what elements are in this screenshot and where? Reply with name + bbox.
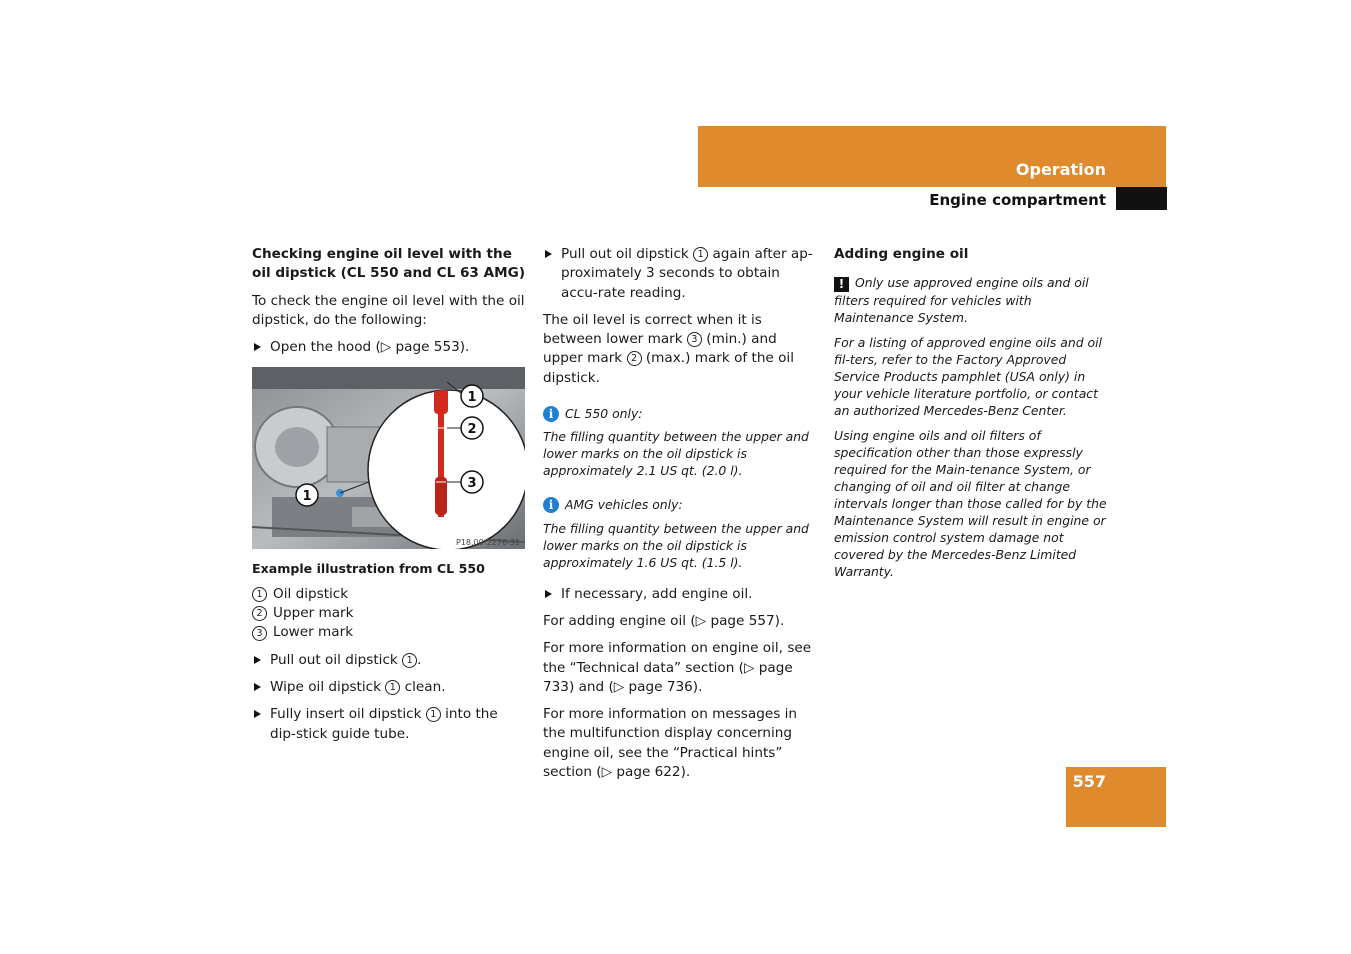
warning-listing: For a listing of approved engine oils and oil fil-ters, refer to the Factory Approved Service Products pamphlet (USA only) in your vehicle literature portfolio, or contact an authorized Mercedes-Benz Center. [834,335,1102,419]
legend-item-1 [252,585,528,604]
oil-level-text: The oil level is correct when it is between lower mark 3 (min.) and upper mark 2 (max.) mark of the oil dipstick. [543,311,794,386]
warning-warranty: Using engine oils and oil filters of specification other than those expressly required for the Main-tenance System, or changing of oil and oil filter at change intervals longer than those called for by the Maintenance System will result in engine or emission control system damage not covered by the Mercedes-Benz Limited Warranty. [834,428,1107,580]
legend-number: 1 [252,587,267,602]
figure-code: P18.00-2276-31 [455,538,520,548]
bullet-arrow-icon [254,343,261,351]
legend-number: 3 [252,626,267,641]
step-text: Open the hood (▷ page 553). [270,339,470,356]
legend-label: Oil dipstick [273,585,349,602]
legend-label: Upper mark [273,605,354,622]
engine-dipstick-figure [252,367,525,549]
step-add-oil: If necessary, add engine oil. [543,585,817,604]
step-wipe-dipstick: Wipe oil dipstick 1 clean. [252,678,528,697]
step-pull-again: Pull out oil dipstick 1 again after ap-proximately 3 seconds to obtain accu-rate reading. [543,245,817,303]
adding-oil-ref: For adding engine oil (▷ page 557). [543,612,785,629]
ref-number: 2 [627,351,642,366]
callout-2 [461,417,483,439]
magnifier-circle [368,390,525,549]
legend-label: Lower mark [273,624,354,641]
page-number: 557 [1072,772,1106,791]
ref-number: 1 [385,680,400,695]
callout-3 [461,471,483,493]
info-text-cl550: The filling quantity between the upper and lower marks on the oil dipstick is approximately 2.1 US qt. (2.0 l). [543,429,809,479]
legend-item-2 [252,604,528,623]
warning-note: ! Only use approved engine oils and oil filters required for vehicles with Maintenance System. [834,275,1089,326]
info-text-amg: The filling quantity between the upper and lower marks on the oil dipstick is approximately 1.6 US qt. (1.5 l). [543,520,809,570]
info-icon: i [543,497,559,513]
more-messages-info: For more information on messages in the multifunction display concerning engine oil, see the “Practical hints” section (▷ page 622). [543,706,798,781]
step-open-hood [252,338,528,357]
column-right [834,245,1110,588]
procedure-heading: Checking engine oil level with the oil dipstick (CL 550 and CL 63 AMG) [252,246,526,282]
ref-number: 1 [402,653,417,668]
intro-text: To check the engine oil level with the oil dipstick, do the following: [252,292,525,328]
figure-caption: Example illustration from CL 550 [252,561,485,577]
bullet-arrow-icon [254,656,261,664]
info-note-cl550: i CL 550 only: [543,404,817,423]
more-oil-info: For more information on engine oil, see the “Technical data” section (▷ page 733) and (▷ page 736). [543,640,812,695]
svg-text:1: 1 [302,489,312,505]
ref-number: 1 [426,707,441,722]
legend-list [252,585,528,643]
step-pull-dipstick: Pull out oil dipstick 1 . [252,651,528,670]
callout-1-upper [461,385,483,407]
bullet-arrow-icon [254,683,261,691]
svg-text:3: 3 [467,476,477,492]
bullet-arrow-icon [254,710,261,718]
subsection-title: Engine compartment [929,191,1106,209]
bullet-arrow-icon [545,590,552,598]
bullet-arrow-icon [545,250,552,258]
adding-oil-heading: Adding engine oil [834,246,969,262]
info-icon: i [543,406,559,422]
column-middle [543,245,817,790]
ref-number: 1 [693,247,708,262]
svg-text:1: 1 [467,390,477,406]
legend-item-3 [252,623,528,642]
step-insert-dipstick: Fully insert oil dipstick 1 into the dip-stick guide tube. [252,705,528,744]
warning-icon: ! [834,277,849,292]
column-left [252,245,528,752]
header-tab-marker [1116,187,1167,210]
legend-number: 2 [252,606,267,621]
svg-text:2: 2 [467,422,477,438]
info-note-amg: i AMG vehicles only: [543,495,817,514]
callout-1-lower [296,484,318,506]
section-title: Operation [1015,160,1106,179]
engine-illustration [252,367,525,549]
ref-number: 3 [687,332,702,347]
